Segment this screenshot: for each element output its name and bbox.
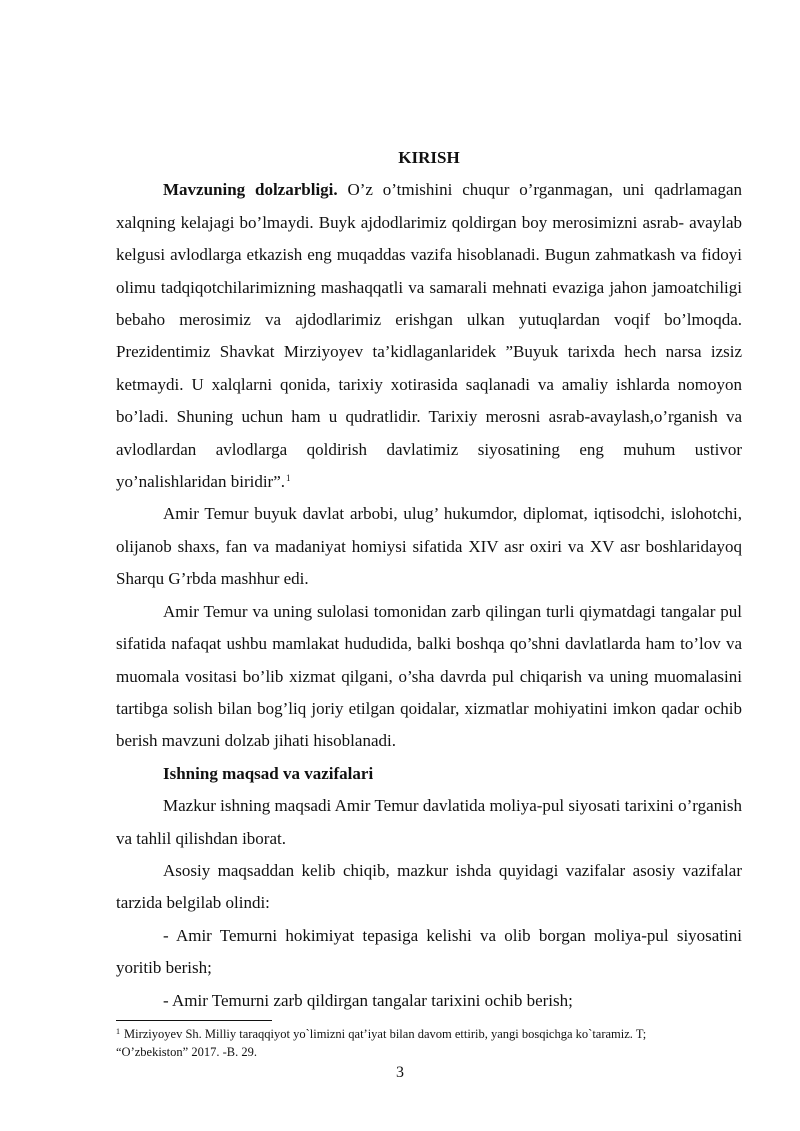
body-content: [116, 142, 742, 1017]
task-item-2: - Amir Temurni zarb qildirgan tangalar tarixini ochib berish;: [163, 990, 573, 1010]
footnote-text-1: Mirziyoyev Sh. Milliy taraqqiyot yo`limizni qat’iyat bilan davom ettirib, yangi bosqichga ko`taramiz. T;: [124, 1027, 647, 1041]
page-number: 3: [396, 1064, 404, 1081]
footnote-line-2: “O’zbekiston” 2017. -B. 29.: [116, 1045, 257, 1059]
footnote-line-1: [116, 1025, 742, 1043]
paragraph-relevance: [116, 174, 742, 498]
footnote-number: 1: [116, 1027, 120, 1036]
paragraph-goal: Mazkur ishning maqsadi Amir Temur davlatida moliya-pul siyosati tarixini o’rganish va tahlil qilishdan iborat.: [116, 796, 742, 848]
footnote-separator: [116, 1020, 272, 1021]
section-heading: KIRISH: [398, 148, 460, 167]
footnote-reference[interactable]: 1: [286, 473, 291, 484]
paragraph-amir-temur: Amir Temur buyuk davlat arbobi, ulug’ hukumdor, diplomat, iqtisodchi, islohotchi, olijanob shaxs, fan va madaniyat homiysi sifatida XIV asr oxiri va XV asr boshlaridayoq Sharqu G’rbda mashhur edi.: [116, 504, 742, 589]
paragraph-tasks-intro: Asosiy maqsaddan kelib chiqib, mazkur ishda quyidagi vazifalar asosiy vazifalar tarzida belgilab olindi:: [116, 860, 742, 913]
relevance-lead: Mavzuning dolzarbligi.: [163, 180, 338, 200]
relevance-text: O’z o’tmishini chuqur o’rganmagan, uni qadrlamagan xalqning kelajagi bo’lmaydi. Buyk ajdodlarimiz qoldirgan boy merosimizni asrab- avaylab kelgusi avlodlarga etkazish eng muqaddas vazifa hisoblanadi. Bugun zahmatkash va fidoyi olimu tadqiqotchilarimizning mashaqqatli va samarali mehnati evaziga jahon jamoatchiligi bebaho merosimiz va ajdodlarimiz erishgan ulkan yutuqlardan voqif bo’lmoqda. Prezidentimiz Shavkat Mirziyoyev ta’kidlaganlaridek ”Buyuk tarixda hech narsa izsiz ketmaydi. U xalqlarni qonida, tarixiy xotirasida saqlanadi va amaliy ishlarda nomoyon bo’ladi. Shuning uchun ham u qudratlidir. Tarixiy merosni asrab-avaylash,o’rganish va avlodlardan avlodlarga qoldirish davlatimiz siyosatining eng muhum ustivor yo’nalishlaridan biridir”.: [116, 180, 742, 492]
task-item-1: - Amir Temurni hokimiyat tepasiga kelishi va olib borgan moliya-pul siyosatini yoritib berish;: [116, 925, 742, 978]
footnote: [116, 1025, 742, 1061]
subheading-goals: Ishning maqsad va vazifalari: [163, 763, 374, 783]
paragraph-coins: Amir Temur va uning sulolasi tomonidan zarb qilingan turli qiymatdagi tangalar pul sifatida nafaqat ushbu mamlakat hududida, balki boshqa qo’shni davlatlarda ham to’lov va muomala vositasi bo’lib xizmat qilgani, o’sha davrda pul chiqarish va uning muomalasini tartibga solish bilan bog’liq joriy etilgan qoidalar, xizmatlar mohiyatini imkon qadar ochib berish mavzuni dolzab jihati hisoblanadi.: [116, 601, 742, 751]
